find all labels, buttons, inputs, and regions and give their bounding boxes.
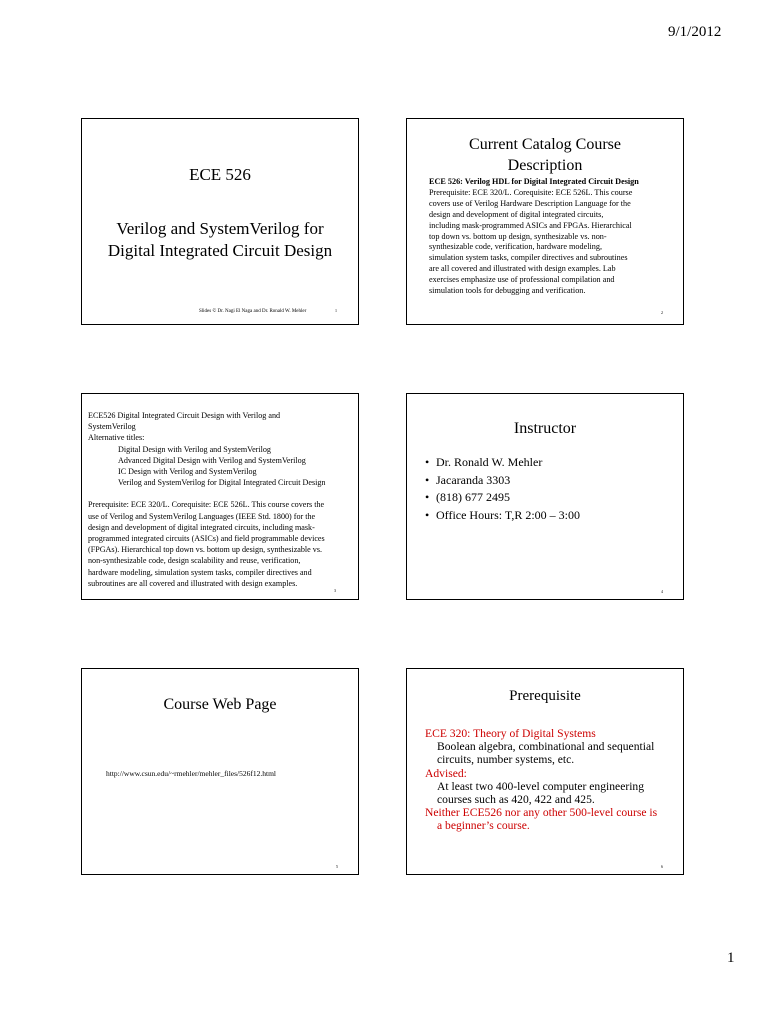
body-line: hardware modeling, simulation system tasks, compiler directives and [88,567,312,577]
slide-number: 3 [334,588,336,593]
body-line: exercises emphasize use of professional compilation and [429,275,615,285]
spacer [88,488,358,499]
course-web-url[interactable]: http://www.csun.edu/~rmehler/mehler_files/526f12.html [106,769,276,778]
page-number: 1 [727,950,735,966]
course-description-heading: ECE 526: Verilog HDL for Digital Integrated Circuit Design [429,177,639,186]
slide-course-code: ECE 526 [189,165,251,184]
alt-title: IC Design with Verilog and SystemVerilog [118,467,257,477]
body-line: Prerequisite: ECE 320/L. Corequisite: ECE 526L. This course covers the [88,500,325,510]
slide-title-line: Digital Integrated Circuit Design [107,241,333,260]
slide-title-line: Verilog and SystemVerilog for [116,219,324,238]
alt-title: Advanced Digital Design with Verilog and SystemVerilog [118,455,306,465]
body-line: synthesizable code, verification, hardware modeling, [429,242,603,252]
required-topics-line: Boolean algebra, combinational and sequential [437,740,655,754]
body-line: design and development of digital integrated circuits, [429,209,604,219]
body-line: programmed integrated circuits (ASICs) and field programmable devices [88,534,325,544]
body-line: simulation system tasks, compiler directives and subroutines [429,253,628,263]
body-line: (FPGAs). Hierarchical top down vs. bottom up design, synthesizable vs. [88,545,323,555]
slide-title-line: Current Catalog Course [469,136,621,153]
instructor-phone: • (818) 677 2495 [425,489,580,507]
body-line: including mask-programmed ASICs and FPGAs. Hierarchical [429,220,632,230]
advised-heading: Advised: [425,766,467,780]
required-topics-line: circuits, number systems, etc. [437,753,575,767]
course-description [429,177,654,297]
slide-number: 6 [661,864,663,869]
slide-2 [406,118,684,325]
alt-title: Digital Design with Verilog and SystemVerilog [118,444,271,454]
instructor-info-list [425,454,580,524]
slide-title: Instructor [513,420,577,437]
slide-number: 5 [336,864,338,869]
body-line: simulation tools for debugging and verification. [429,286,586,296]
intro-line: SystemVerilog [88,422,136,432]
body-line: design and development of digital integrated circuits, including mask- [88,522,315,532]
slide-6 [406,668,684,875]
required-course: ECE 320: Theory of Digital Systems [425,727,596,740]
instructor-office: • Jacaranda 3303 [425,472,580,490]
body-line: top down vs. bottom up design, synthesizable vs. non- [429,231,607,241]
slide-4 [406,393,684,600]
advised-line: At least two 400-level computer engineering [437,779,645,793]
slide-title: Course Web Page [163,696,277,713]
slide-3 [81,393,359,600]
slide-title [407,134,683,176]
alt-title: Verilog and SystemVerilog for Digital Integrated Circuit Design [118,478,326,488]
advised-line: courses such as 420, 422 and 425. [437,793,595,807]
note-line: Neither ECE526 nor any other 500-level course is [425,806,658,820]
office-hours: • Office Hours: T,R 2:00 – 3:00 [425,507,580,525]
slide-title-line: Description [507,157,583,174]
intro-line: Alternative titles: [88,433,145,443]
body-line: covers use of Verilog Hardware Description Language for the [429,198,631,208]
prerequisite-content [425,727,680,833]
slide-1 [81,118,359,325]
slide-number: 4 [661,589,663,594]
slide-credit: Slides © Dr. Nagi El Naga and Dr. Ronald W. Mehler [199,309,307,314]
body-line: use of Verilog and SystemVerilog Languages (IEEE Std. 1800) for the [88,511,316,521]
slide-5 [81,668,359,875]
slide-title [82,218,358,262]
body-line: non-synthesizable code, design scalability and reuse, verification, [88,556,301,566]
instructor-name: • Dr. Ronald W. Mehler [425,454,580,472]
note-line: a beginner’s course. [437,819,530,833]
page-date: 9/1/2012 [668,24,722,40]
slide-text [88,410,358,589]
slide-number: 2 [661,310,663,315]
body-line: are all covered and illustrated with design examples. Lab [429,264,616,274]
slide-title: Prerequisite [509,688,581,704]
intro-line: ECE526 Digital Integrated Circuit Design with Verilog and [88,411,281,420]
slide-number: 1 [335,308,337,313]
body-line: Prerequisite: ECE 320/L. Corequisite: ECE 526L. This course [429,187,633,197]
body-line: subroutines are all covered and illustrated with design examples. [88,578,298,588]
